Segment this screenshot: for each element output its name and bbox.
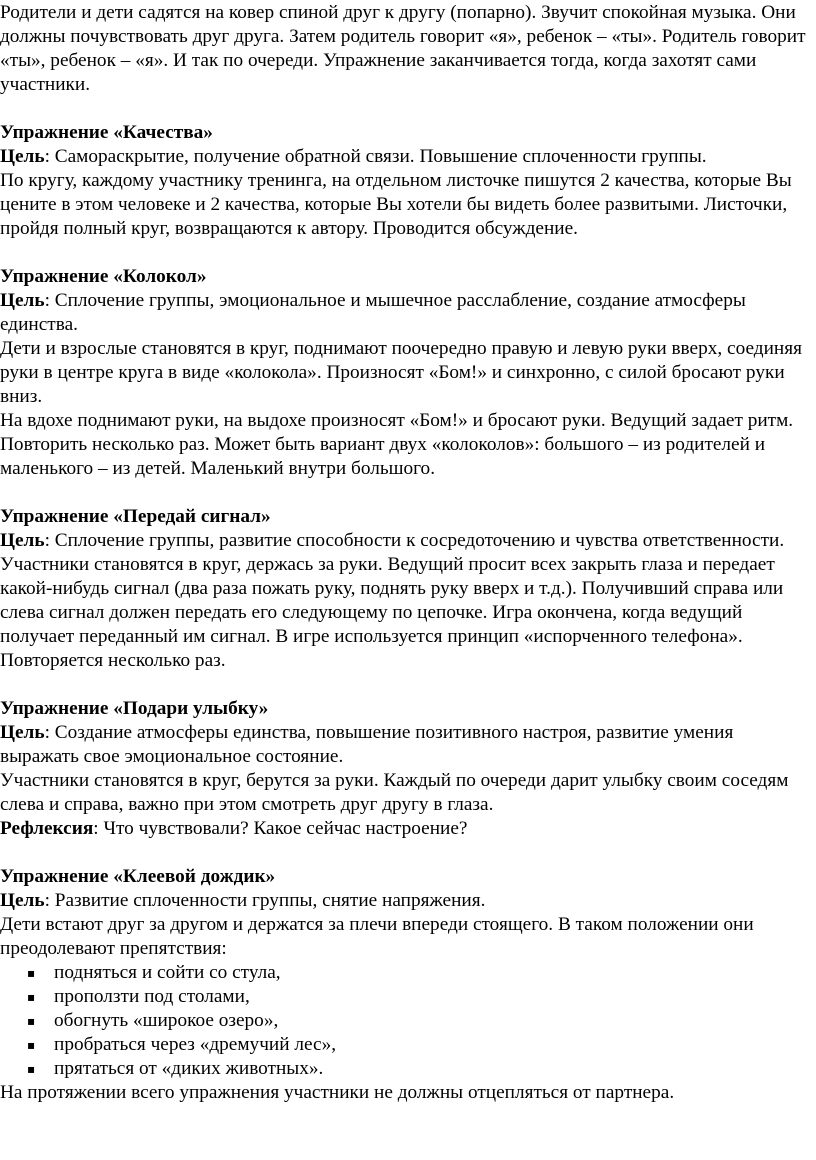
- exercise-title: Упражнение «Качества»: [0, 122, 213, 143]
- spacer: [0, 481, 812, 505]
- exercise-paragraph: Дети встают друг за другом и держатся за плечи впереди стоящего. В таком положении они преодолевают препятствия:: [0, 914, 754, 959]
- exercise-paragraph: На вдохе поднимают руки, на выдохе произносят «Бом!» и бросают руки. Ведущий задает ритм. Повторить несколько раз. Может быть вариант двух «колоколов»: большого – из родителей и маленького – из детей. Маленький внутри большого.: [0, 410, 794, 479]
- list-item-text: прятаться от «диких животных».: [54, 1058, 324, 1079]
- list-item: [27, 1057, 812, 1081]
- spacer: [0, 241, 812, 265]
- exercise-peredai-signal: [0, 505, 812, 673]
- square-bullet-icon: ▪: [27, 1014, 36, 1028]
- square-bullet-icon: ▪: [27, 990, 36, 1004]
- list-item-text: проползти под столами,: [54, 986, 250, 1007]
- exercise-podari-ulybku: [0, 697, 812, 841]
- exercise-paragraph: По кругу, каждому участнику тренинга, на отдельном листочке пишутся 2 качества, которые Вы цените в этом человеке и 2 качества, которые Вы хотели бы видеть более развитыми. Листочки, пройдя полный круг, возвращаются к автору. Проводится обсуждение.: [0, 170, 792, 239]
- goal-text: : Сплочение группы, эмоциональное и мышечное расслабление, создание атмосферы единства.: [0, 290, 746, 335]
- square-bullet-icon: ▪: [27, 1062, 36, 1076]
- goal-text: : Создание атмосферы единства, повышение позитивного настроя, развитие умения выражать свое эмоциональное состояние.: [0, 722, 734, 767]
- list-item: [27, 985, 812, 1009]
- goal-label: Цель: [0, 890, 45, 911]
- reflection-label: Рефлексия: [0, 818, 94, 839]
- goal-text: : Сплочение группы, развитие способности к сосредоточению и чувства ответственности.: [44, 530, 785, 551]
- exercise-goal: [0, 145, 812, 169]
- exercise-goal: [0, 289, 812, 337]
- list-item-text: обогнуть «широкое озеро»,: [54, 1010, 279, 1031]
- list-item-text: подняться и сойти со стула,: [54, 962, 281, 983]
- goal-text: : Самораскрытие, получение обратной связи. Повышение сплоченности группы.: [44, 146, 707, 167]
- exercise-kolokol: [0, 265, 812, 481]
- exercise-title: Упражнение «Колокол»: [0, 266, 207, 287]
- exercise-goal: [0, 721, 812, 769]
- square-bullet-icon: ▪: [27, 966, 36, 980]
- exercise-reflection: [0, 817, 812, 841]
- goal-label: Цель: [0, 146, 45, 167]
- exercise-title: Упражнение «Клеевой дождик»: [0, 866, 276, 887]
- spacer: [0, 841, 812, 865]
- reflection-text: : Что чувствовали? Какое сейчас настроение?: [93, 818, 468, 839]
- list-item: [27, 1033, 812, 1057]
- exercise-closing: На протяжении всего упражнения участники не должны отцепляться от партнера.: [0, 1082, 675, 1103]
- exercise-paragraph: Участники становятся в круг, держась за руки. Ведущий просит всех закрыть глаза и передает какой-нибудь сигнал (два раза пожать руку, поднять руку вверх и т.д.). Получивший справа или слева сигнал должен передать его следующему по цепочке. Игра окончена, когда ведущий получает переданный им сигнал. В игре используется принцип «испорченного телефона».: [0, 554, 784, 647]
- list-item: [27, 961, 812, 985]
- obstacle-list: [0, 961, 812, 1081]
- exercise-kachestva: [0, 121, 812, 241]
- list-item-text: пробраться через «дремучий лес»,: [54, 1034, 337, 1055]
- exercise-paragraph: Участники становятся в круг, берутся за руки. Каждый по очереди дарит улыбку своим соседям слева и справа, важно при этом смотреть друг другу в глаза.: [0, 770, 789, 815]
- intro-paragraph: Родители и дети садятся на ковер спиной друг к другу (попарно). Звучит спокойная музыка. Они должны почувствовать друг друга. Затем родитель говорит «я», ребенок – «ты». Родитель говорит «ты», ребенок – «я». И так по очереди. Упражнение заканчивается тогда, когда захотят сами участники.: [0, 2, 806, 95]
- exercise-paragraph: Дети и взрослые становятся в круг, поднимают поочередно правую и левую руки вверх, соединяя руки в центре круга в виде «колокола». Произносят «Бом!» и синхронно, с силой бросают руки вниз.: [0, 338, 802, 407]
- exercise-kleevoi-dozhdik: [0, 865, 812, 1105]
- exercise-goal: [0, 889, 812, 913]
- exercise-title: Упражнение «Подари улыбку»: [0, 698, 269, 719]
- exercise-paragraph: Повторяется несколько раз.: [0, 650, 226, 671]
- list-item: [27, 1009, 812, 1033]
- exercise-goal: [0, 529, 812, 553]
- goal-label: Цель: [0, 290, 45, 311]
- goal-label: Цель: [0, 722, 45, 743]
- goal-label: Цель: [0, 530, 45, 551]
- square-bullet-icon: ▪: [27, 1038, 36, 1052]
- spacer: [0, 97, 812, 121]
- exercise-title: Упражнение «Передай сигнал»: [0, 506, 271, 527]
- spacer: [0, 673, 812, 697]
- goal-text: : Развитие сплоченности группы, снятие напряжения.: [44, 890, 486, 911]
